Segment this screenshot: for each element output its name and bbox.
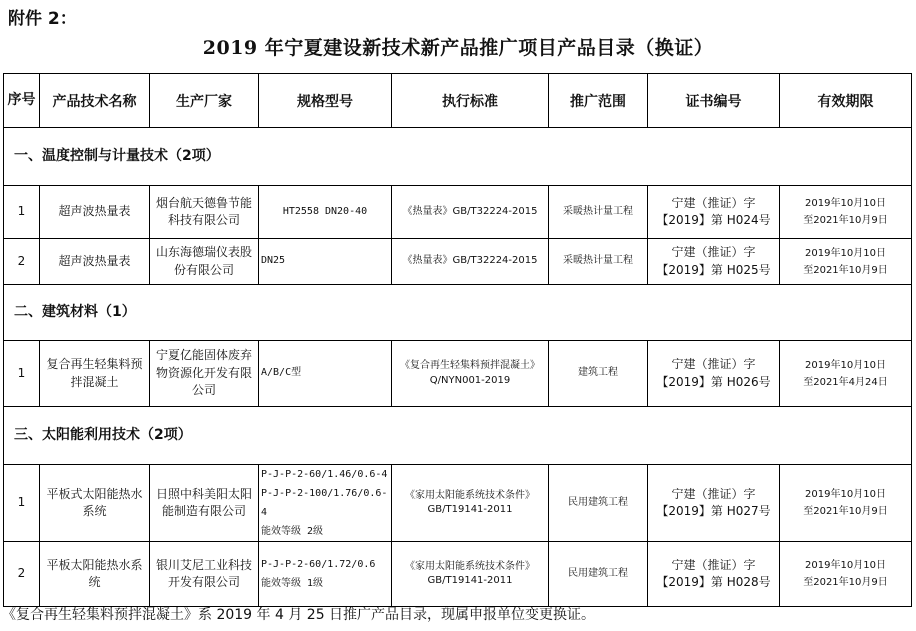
header-manufacturer: 生产厂家 <box>150 74 259 128</box>
row-manufacturer: 银川艾尼工业科技开发有限公司 <box>150 542 259 607</box>
row-scope: 民用建筑工程 <box>549 542 648 607</box>
row-manufacturer: 宁夏亿能固体废弃物资源化开发有限公司 <box>150 341 259 407</box>
section-row <box>4 407 912 465</box>
product-catalog-table <box>3 73 912 607</box>
row-product-name: 平板式太阳能热水系统 <box>40 465 150 542</box>
row-standard: 《复合再生轻集料预拌混凝土》 Q/NYN001-2019 <box>392 341 549 407</box>
row-scope: 民用建筑工程 <box>549 465 648 542</box>
row-standard: 《热量表》GB/T32224-2015 <box>392 186 549 239</box>
row-cert-no: 宁建（推证）字 【2019】第 H025号 <box>648 239 780 285</box>
section-title: 二、建筑材料（1） <box>4 285 912 341</box>
row-cert-no: 宁建（推证）字 【2019】第 H027号 <box>648 465 780 542</box>
table-row <box>4 239 912 285</box>
document-title: 2019 年宁夏建设新技术新产品推广项目产品目录（换证） <box>202 37 714 59</box>
row-validity: 2019年10月10日 至2021年10月9日 <box>780 542 912 607</box>
table-row <box>4 465 912 542</box>
row-product-name: 超声波热量表 <box>40 186 150 239</box>
header-spec: 规格型号 <box>259 74 392 128</box>
row-manufacturer: 烟台航天德鲁节能科技有限公司 <box>150 186 259 239</box>
row-spec: HT2558 DN20-40 <box>259 186 392 239</box>
footer-note: 《复合再生轻集料预拌混凝土》系 2019 年 4 月 25 日推广产品目录，现属申报单位变更换证。 <box>2 607 596 623</box>
row-cert-no: 宁建（推证）字 【2019】第 H024号 <box>648 186 780 239</box>
row-manufacturer: 日照中科美阳太阳能制造有限公司 <box>150 465 259 542</box>
row-no: 2 <box>4 239 40 285</box>
section-title: 一、温度控制与计量技术（2项） <box>4 128 912 186</box>
row-no: 1 <box>4 465 40 542</box>
row-no: 2 <box>4 542 40 607</box>
header-row <box>4 74 912 128</box>
header-scope: 推广范围 <box>549 74 648 128</box>
row-spec: A/B/C型 <box>259 341 392 407</box>
header-no: 序号 <box>4 74 40 128</box>
row-product-name: 超声波热量表 <box>40 239 150 285</box>
row-validity: 2019年10月10日 至2021年10月9日 <box>780 239 912 285</box>
row-cert-no: 宁建（推证）字 【2019】第 H026号 <box>648 341 780 407</box>
row-product-name: 平板太阳能热水系统 <box>40 542 150 607</box>
row-spec: DN25 <box>259 239 392 285</box>
header-validity: 有效期限 <box>780 74 912 128</box>
row-no: 1 <box>4 186 40 239</box>
row-scope: 采暖热计量工程 <box>549 239 648 285</box>
header-cert-no: 证书编号 <box>648 74 780 128</box>
attachment-label: 附件 2： <box>8 9 77 29</box>
row-validity: 2019年10月10日 至2021年10月9日 <box>780 186 912 239</box>
table-row <box>4 186 912 239</box>
row-standard: 《家用太阳能系统技术条件》 GB/T19141-2011 <box>392 465 549 542</box>
row-cert-no: 宁建（推证）字 【2019】第 H028号 <box>648 542 780 607</box>
row-spec: P-J-P-2-60/1.46/0.6-4 P-J-P-2-100/1.76/0.6-4 能效等级 2级 <box>259 465 392 542</box>
row-validity: 2019年10月10日 至2021年4月24日 <box>780 341 912 407</box>
table-row <box>4 341 912 407</box>
row-scope: 采暖热计量工程 <box>549 186 648 239</box>
header-product-name: 产品技术名称 <box>40 74 150 128</box>
row-spec: P-J-P-2-60/1.72/0.6 能效等级 1级 <box>259 542 392 607</box>
section-row <box>4 128 912 186</box>
section-title: 三、太阳能利用技术（2项） <box>4 407 912 465</box>
row-scope: 建筑工程 <box>549 341 648 407</box>
row-validity: 2019年10月10日 至2021年10月9日 <box>780 465 912 542</box>
row-manufacturer: 山东海德瑞仪表股份有限公司 <box>150 239 259 285</box>
row-product-name: 复合再生轻集料预拌混凝土 <box>40 341 150 407</box>
row-no: 1 <box>4 341 40 407</box>
row-standard: 《家用太阳能系统技术条件》 GB/T19141-2011 <box>392 542 549 607</box>
header-standard: 执行标准 <box>392 74 549 128</box>
section-row <box>4 285 912 341</box>
table-row <box>4 542 912 607</box>
row-standard: 《热量表》GB/T32224-2015 <box>392 239 549 285</box>
